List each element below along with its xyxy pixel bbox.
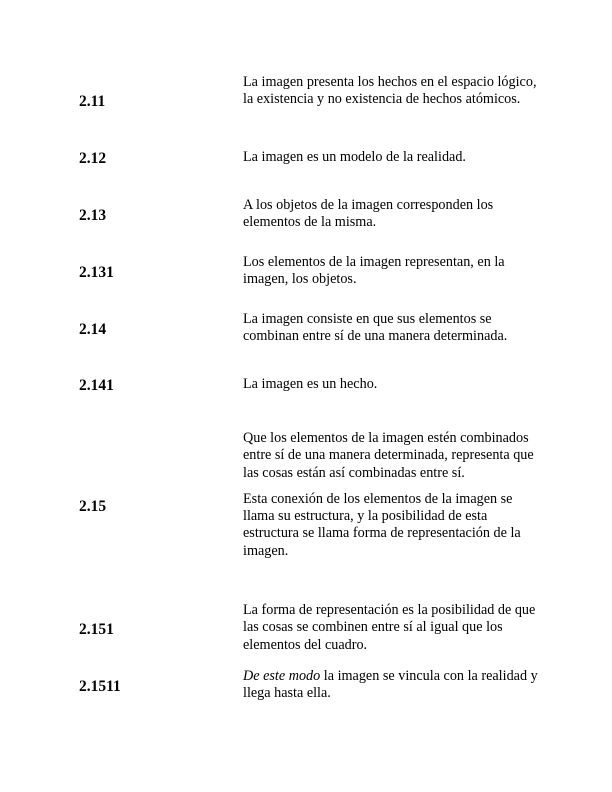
- proposition-text: [243, 430, 543, 560]
- proposition-number: 2.1511: [79, 678, 121, 695]
- proposition-paragraph: [243, 668, 543, 703]
- proposition-paragraph: La imagen es un modelo de la realidad.: [243, 149, 466, 165]
- proposition-text: [243, 311, 543, 346]
- proposition-paragraph: Los elementos de la imagen representan, en la imagen, los objetos.: [243, 254, 505, 288]
- proposition-number: 2.15: [79, 498, 107, 515]
- proposition-number: 2.151: [79, 621, 114, 638]
- proposition-paragraph: La imagen consiste en que sus elementos se combinan entre sí de una manera determinada.: [243, 311, 508, 345]
- proposition-paragraph: A los objetos de la imagen corresponden los elementos de la misma.: [243, 197, 494, 231]
- proposition-paragraph: Esta conexión de los elementos de la imagen se llama su estructura, y la posibilidad de esta estructura se llama forma de representación de la imagen.: [243, 490, 521, 559]
- proposition-number: 2.141: [79, 377, 114, 394]
- proposition-text: [243, 149, 543, 166]
- proposition-number: 2.14: [79, 321, 107, 338]
- proposition-paragraph: La forma de representación es la posibilidad de que las cosas se combinen entre sí al igual que los elementos del cuadro.: [243, 602, 536, 653]
- proposition-text: [243, 602, 543, 654]
- proposition-text: [243, 197, 543, 232]
- proposition-number: 2.11: [79, 93, 106, 110]
- proposition-number: 2.13: [79, 207, 107, 224]
- proposition-text: [243, 254, 543, 289]
- proposition-paragraph: La imagen es un hecho.: [243, 376, 378, 392]
- proposition-number: 2.12: [79, 150, 107, 167]
- proposition-paragraph: Que los elementos de la imagen estén combinados entre sí de una manera determinada, representa que las cosas están así combinadas entre sí.: [243, 430, 534, 481]
- proposition-text: [243, 376, 543, 393]
- proposition-paragraph: La imagen presenta los hechos en el espacio lógico, la existencia y no existencia de hechos atómicos.: [243, 74, 537, 108]
- proposition-text: [243, 74, 543, 109]
- paragraph-continuation: la imagen se vincula con la realidad y llega hasta ella.: [243, 668, 538, 702]
- emphasized-phrase: De este modo: [243, 668, 321, 684]
- proposition-number: 2.131: [79, 264, 114, 281]
- proposition-text: [243, 668, 543, 703]
